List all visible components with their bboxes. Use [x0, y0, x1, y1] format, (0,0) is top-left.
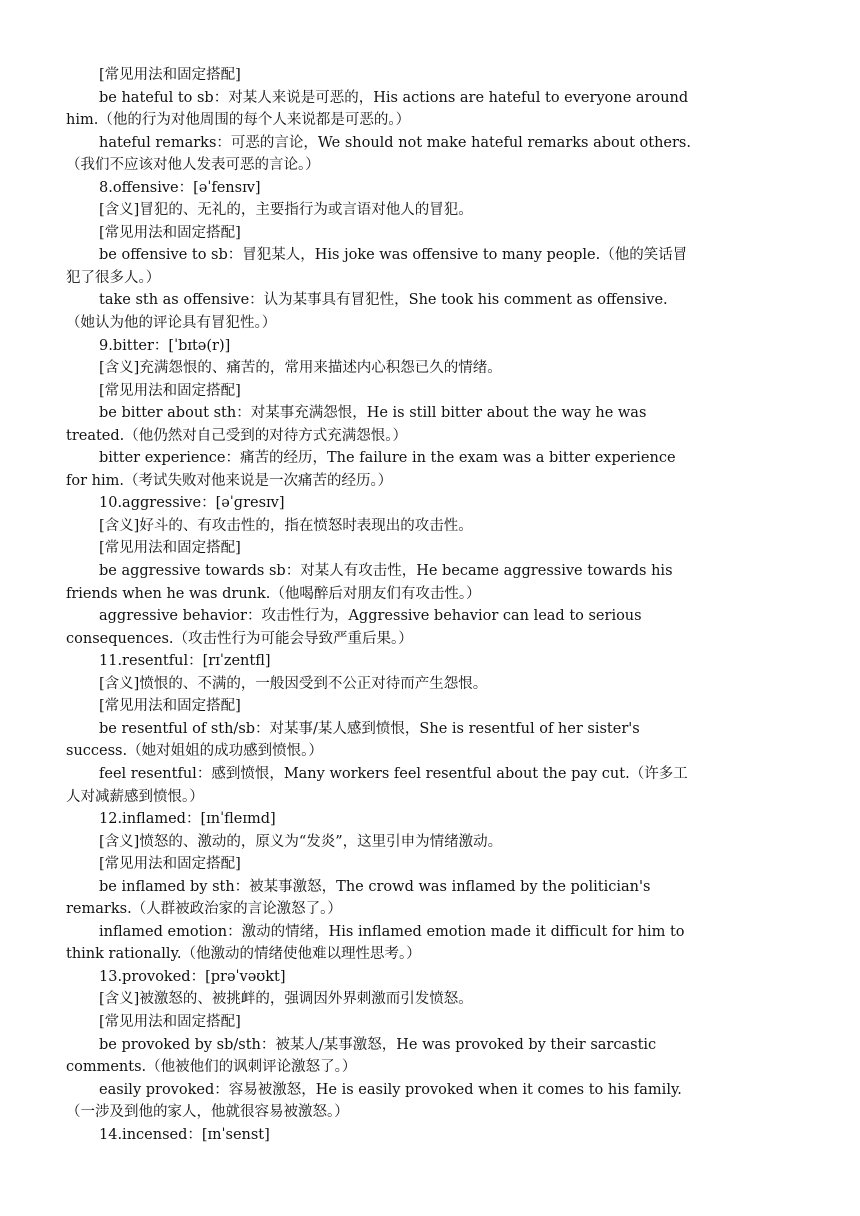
text-line-usage: hateful remarks：可恶的言论，We should not make hateful remarks about others.	[99, 134, 691, 151]
text-line-usage: aggressive behavior：攻击性行为，Aggressive behavior can lead to serious	[99, 608, 642, 625]
text-line-meaning: [含义]充满怨恨的、痛苦的，常用来描述内心积怨已久的情绪。	[99, 360, 502, 377]
text-line-usage: easily provoked：容易被激怒，He is easily provoked when it comes to his family.	[99, 1081, 682, 1098]
text-line-meaning: [含义]好斗的、有攻击性的，指在愤怒时表现出的攻击性。	[99, 517, 473, 534]
text-line-meaning: [含义]愤恨的、不满的，一般因受到不公正对待而产生怨恨。	[99, 675, 488, 692]
text-line-usage: take sth as offensive：认为某事具有冒犯性，She took his comment as offensive.	[99, 292, 668, 309]
text-line-meaning: [含义]愤怒的、激动的，原义为“发炎”，这里引申为情绪激动。	[99, 833, 503, 850]
text-line-heading: [常见用法和固定搭配]	[99, 698, 241, 715]
vocabulary-text-body	[66, 64, 796, 1146]
text-line-usage: be hateful to sb：对某人来说是可恶的，His actions are hateful to everyone around	[99, 89, 689, 106]
text-line-entry: 13.provoked：[prəˈvəʊkt]	[99, 968, 286, 985]
text-line-continuation: comments.（他被他们的讽刺评论激怒了。）	[66, 1059, 357, 1076]
text-line-meaning: [含义]被激怒的、被挑衅的，强调因外界刺激而引发愤怒。	[99, 991, 473, 1008]
text-line-usage: be aggressive towards sb：对某人有攻击性，He became aggressive towards his	[99, 563, 673, 580]
text-line-meaning: [含义]冒犯的、无礼的，主要指行为或言语对他人的冒犯。	[99, 202, 473, 219]
text-line-heading: [常见用法和固定搭配]	[99, 382, 241, 399]
text-line-usage: bitter experience：痛苦的经历，The failure in the exam was a bitter experience	[99, 450, 676, 467]
text-line-usage: inflamed emotion：激动的情绪，His inflamed emotion made it difficult for him to	[99, 923, 685, 940]
text-line-entry: 12.inflamed：[ɪnˈfleɪmd]	[99, 811, 276, 828]
text-line-heading: [常见用法和固定搭配]	[99, 67, 241, 83]
text-line-usage: be offensive to sb：冒犯某人，His joke was offensive to many people.（他的笑话冒	[99, 247, 688, 264]
text-line-entry: 11.resentful：[rɪˈzentfl]	[99, 653, 271, 670]
text-line-continuation: consequences.（攻击性行为可能会导致严重后果。）	[66, 630, 413, 647]
text-line-heading: [常见用法和固定搭配]	[99, 540, 241, 557]
text-line-entry: 9.bitter：[ˈbɪtə(r)]	[99, 337, 231, 354]
text-line-heading: [常见用法和固定搭配]	[99, 224, 241, 241]
text-line-usage: be bitter about sth：对某事充满怨恨，He is still bitter about the way he was	[99, 405, 647, 422]
text-line-usage: be resentful of sth/sb：对某事/某人感到愤恨，She is resentful of her sister's	[99, 720, 640, 737]
text-line-continuation: 人对减薪感到愤恨。）	[66, 788, 204, 805]
text-line-usage: be inflamed by sth：被某事激怒，The crowd was inflamed by the politician's	[99, 878, 651, 895]
text-line-heading: [常见用法和固定搭配]	[99, 1013, 241, 1030]
text-line-continuation: treated.（他仍然对自己受到的对待方式充满怨恨。）	[66, 427, 408, 444]
text-line-entry: 10.aggressive：[əˈɡresɪv]	[99, 495, 285, 512]
text-line-heading: [常见用法和固定搭配]	[99, 856, 241, 873]
text-line-continuation: remarks.（人群被政治家的言论激怒了。）	[66, 901, 342, 918]
text-line-continuation: friends when he was drunk.（他喝醉后对朋友们有攻击性。）	[66, 585, 481, 602]
text-line-continuation: 犯了很多人。）	[66, 269, 161, 286]
text-line-entry: 14.incensed：[ɪnˈsenst]	[99, 1126, 270, 1143]
text-line-continuation: success.（她对姐姐的成功感到愤恨。）	[66, 743, 323, 760]
text-line-usage: feel resentful：感到愤恨，Many workers feel resentful about the pay cut.（许多工	[99, 765, 688, 782]
text-line-usage: be provoked by sb/sth：被某人/某事激怒，He was provoked by their sarcastic	[99, 1036, 657, 1053]
text-line-continuation: think rationally.（他激动的情绪使他难以理性思考。）	[66, 946, 421, 963]
text-line-entry: 8.offensive：[əˈfensɪv]	[99, 179, 261, 196]
text-line-continuation: for him.（考试失败对他来说是一次痛苦的经历。）	[66, 472, 393, 489]
text-line-continuation: him.（他的行为对他周围的每个人来说都是可恶的。）	[66, 112, 411, 129]
text-line-continuation: （她认为他的评论具有冒犯性。）	[66, 315, 277, 332]
text-line-continuation: （我们不应该对他人发表可恶的言论。）	[66, 157, 320, 174]
text-line-continuation: （一涉及到他的家人，他就很容易被激怒。）	[66, 1104, 349, 1121]
